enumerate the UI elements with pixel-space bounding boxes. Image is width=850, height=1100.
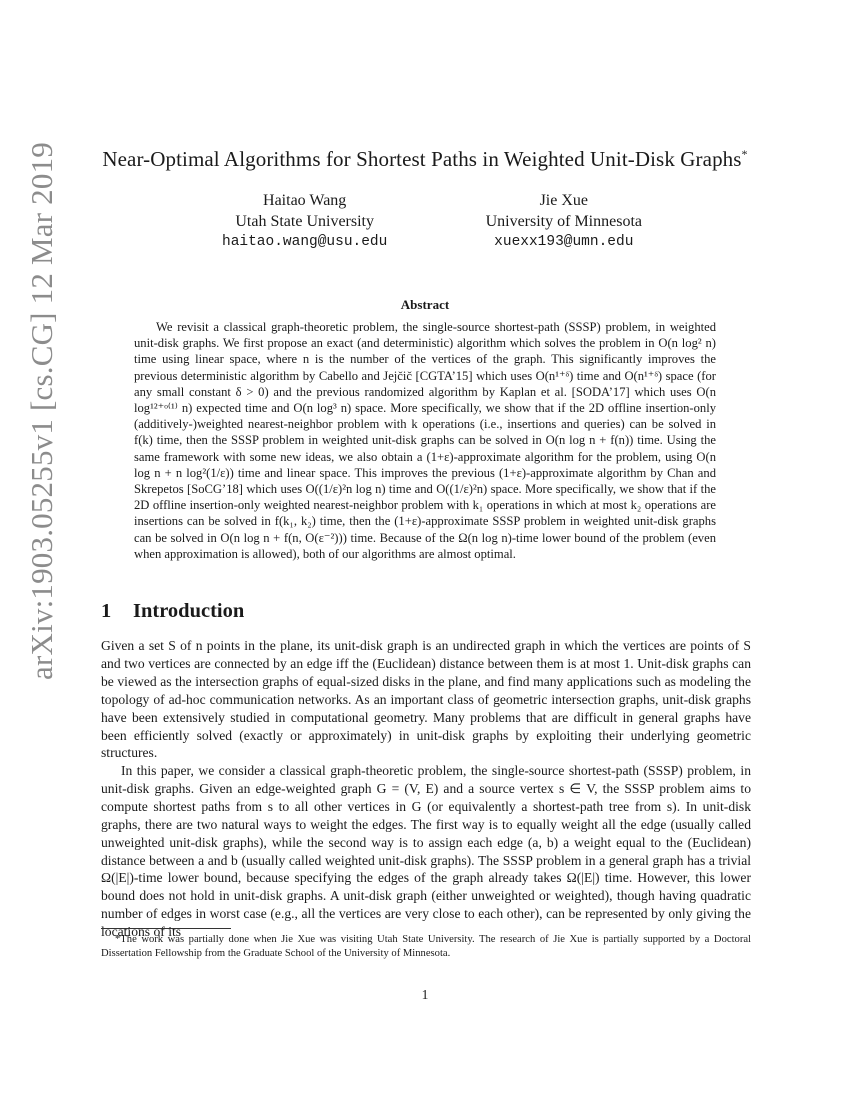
author-affiliation: University of Minnesota: [485, 213, 642, 230]
abstract-text: We revisit a classical graph-theoretic problem, the single-source shortest-path (SSSP) problem, in weighted unit-disk graphs. We first propose an exact (and deterministic) algorithm which solves the problem in O(n log² n) time using linear space, where n is the number of the vertices of the graph. This significantly improves the previous deterministic algorithm by Cabello and Jejčič [CGTA’15] which uses O(n¹⁺ᵟ) time and O(n¹⁺ᵟ) space (for any small constant δ > 0) and the previous randomized algorithm by Kaplan et al. [SODA’17] which uses O(n log¹²⁺ᵒ⁽¹⁾ n) expected time and O(n log³ n) space. More specifically, we show that if the 2D offline insertion-only (additively-)weighted nearest-neighbor problem with k operations (i.e., insertions and queries) can be solved in f(k) time, then the SSSP problem in weighted unit-disk graphs can be solved in O(n log n + f(n)) time. Using the same framework with some new ideas, we also obtain a (1+ε)-approximate algorithm for the problem, using O(n log n + n log²(1/ε)) time and linear space. This improves the previous (1+ε)-approximate algorithm by Chan and Skrepetos [SoCG’18] which uses O((1/ε)²n log n) time and O((1/ε)²n) space. More specifically, we show that if the 2D offline insertion-only weighted nearest-neighbor problem with k₁ operations in which at most k₂ operations are insertions can be solved in f(k₁, k₂) time, then the (1+ε)-approximate SSSP problem in weighted unit-disk graphs can be solved in O(n log n + f(n, O(ε⁻²))) time. Because of the Ω(n log n)-time lower bound of the problem (even when approximation is allowed), both of our algorithms are almost optimal.: [134, 320, 716, 561]
title-text: Near-Optimal Algorithms for Shortest Paths in Weighted Unit-Disk Graphs: [102, 147, 742, 171]
footnote: *The work was partially done when Jie Xue was visiting Utah State University. The research of Jie Xue is partially supported by a Doctoral Dissertation Fellowship from the Graduate School of the University of Minnesota.: [101, 934, 751, 960]
body-paragraph: In this paper, we consider a classical graph-theoretic problem, the single-source shortest-path (SSSP) problem, in unit-disk graphs. Given an edge-weighted graph G = (V, E) and a source vertex s ∈ V, the SSSP problem aims to compute shortest paths from s to all other vertices in G (or equivalently a shortest-path tree from s). In unit-disk graphs, there are two natural ways to weight the edges. The first way is to equally weight all the edge (usually called unweighted unit-disk graphs), while the second way is to assign each edge (a, b) a weight equal to the (Euclidean) distance between a and b (usually called weighted unit-disk graphs). The SSSP problem in a general graph has a trivial Ω(|E|)-time lower bound, because specifying the edges of the graph already takes Ω(|E|) time. However, this lower bound does not hold in unit-disk graphs. A unit-disk graph (either unweighted or weighted), though having quadratic number of edges in worst case (e.g., all the vertices are very close to each other), can be represented by only giving the locations of its: [101, 763, 751, 940]
author-2: [486, 190, 642, 253]
section-title: Introduction: [133, 600, 245, 622]
author-affiliation: Utah State University: [235, 213, 374, 230]
page-number: 1: [421, 987, 429, 1002]
abstract-heading: Abstract: [400, 297, 450, 312]
title-footnote-mark: *: [741, 147, 748, 161]
author-1: [222, 190, 387, 253]
section-heading: [101, 600, 244, 623]
author-email[interactable]: xuexx193@umn.edu: [494, 234, 634, 250]
author-name: Haitao Wang: [263, 192, 347, 209]
section-number: 1: [101, 600, 112, 622]
author-email[interactable]: haitao.wang@usu.edu: [222, 234, 388, 250]
footnote-rule: [101, 928, 231, 929]
author-block: [222, 190, 642, 253]
paper-title: [60, 147, 790, 172]
arxiv-side-stamp: arXiv:1903.05255v1 [cs.CG] 12 Mar 2019: [24, 142, 59, 680]
body-paragraph: Given a set S of n points in the plane, its unit-disk graph is an undirected graph in which the vertices are points of S and two vertices are connected by an edge iff the (Euclidean) distance between them is at most 1. Unit-disk graphs can be viewed as the intersection graphs of equal-sized disks in the plane, and find many applications such as modeling the topology of ad-hoc communication networks. As an important class of geometric intersection graphs, unit-disk graphs have been extensively studied in computational geometry. Many problems that are difficult in general graphs have been efficiently solved (exactly or approximately) in unit-disk graphs by exploiting their underlying geometric structures.: [101, 638, 751, 761]
author-name: Jie Xue: [539, 192, 588, 209]
